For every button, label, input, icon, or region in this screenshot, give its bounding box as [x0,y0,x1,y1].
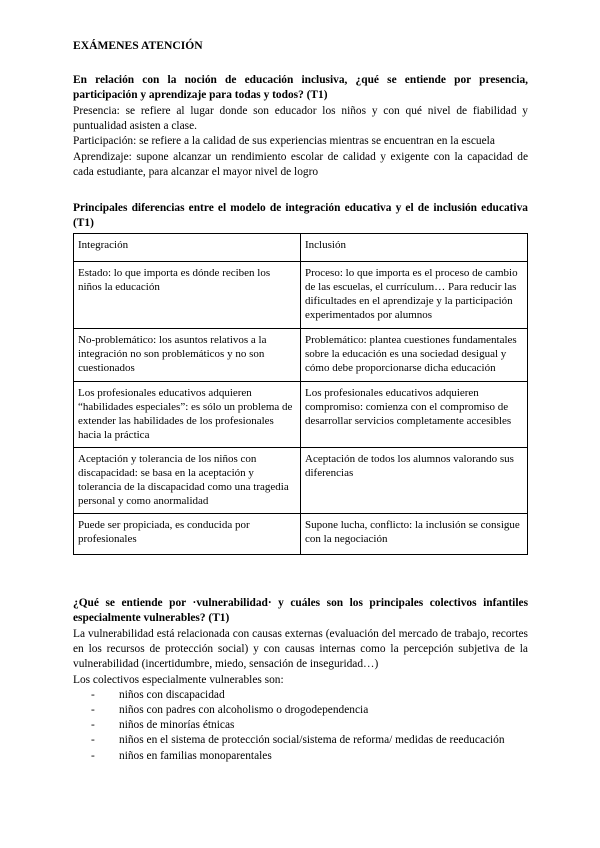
question-1-answers [73,104,528,180]
dash-bullet: - [91,719,95,732]
list-item-text: niños con discapacidad [119,688,225,701]
table-header-row [74,234,528,262]
table-header-integracion: Integración [74,234,301,262]
table-cell: Proceso: lo que importa es el proceso de cambio de las escuelas, el currículum… Para reducir las dificultades en el aprendizaje y la participación experimentados por alumnos [301,262,528,329]
table-header-inclusion: Inclusión [301,234,528,262]
document-title: EXÁMENES ATENCIÓN [73,39,203,52]
table-row [74,382,528,448]
list-item [73,733,528,748]
list-item [73,749,528,764]
answer-presencia: Presencia: se refiere al lugar donde son educador los niños y con qué nivel de fiabilidad y puntualidad asisten a clase. [73,105,528,133]
table-row [74,262,528,329]
table-cell: Aceptación y tolerancia de los niños con discapacidad: se basa en la aceptación y tolerancia de la discapacidad como una tragedia personal y como anormalidad [74,448,301,514]
question-1: En relación con la noción de educación inclusiva, ¿qué se entiende por presencia, participación y aprendizaje para todas y todos? (T1) [73,74,528,102]
table-cell: No-problemático: los asuntos relativos a la integración no son problemáticos y no son cuestionados [74,329,301,382]
list-item [73,703,528,718]
dash-bullet: - [91,749,95,762]
list-intro: Los colectivos especialmente vulnerables son: [73,673,284,686]
table-cell: Los profesionales educativos adquieren compromiso: comienza con el compromiso de desarrollar servicios completamente accesibles [301,382,528,448]
question-2: Principales diferencias entre el modelo de integración educativa y el de inclusión educativa (T1) [73,202,528,230]
question-3: ¿Qué se entiende por ·vulnerabilidad· y cuáles son los principales colectivos infantiles especialmente vulnerables? (T1) [73,597,528,625]
list-item-text: niños en familias monoparentales [119,749,272,762]
list-item [73,718,528,733]
question-3-answer [73,627,528,764]
table-row [74,514,528,555]
list-item-text: niños de minorías étnicas [119,719,235,732]
comparison-table [73,233,528,555]
table-cell: Supone lucha, conflicto: la inclusión se consigue con la negociación [301,514,528,555]
dash-bullet: - [91,734,95,747]
vulnerable-groups-list [73,688,528,764]
answer-participacion: Participación: se refiere a la calidad de sus experiencias mientras se encuentran en la escuela [73,135,495,148]
dash-bullet: - [91,704,95,717]
table-cell: Estado: lo que importa es dónde reciben los niños la educación [74,262,301,329]
table-row [74,448,528,514]
dash-bullet: - [91,688,95,701]
table-row [74,329,528,382]
table-cell: Problemático: plantea cuestiones fundamentales sobre la educación es una sociedad desigual y cómo debe proporcionarse dicha educación [301,329,528,382]
vulnerability-paragraph: La vulnerabilidad está relacionada con causas externas (evaluación del mercado de trabajo, recortes en los recursos de protección social) y con causas internas como la percepción subjetiva de la vulnerabilidad (incertidumbre, miedo, sensación de inseguridad…) [73,628,528,671]
table-cell: Puede ser propiciada, es conducida por profesionales [74,514,301,555]
list-item [73,688,528,703]
answer-aprendizaje: Aprendizaje: supone alcanzar un rendimiento escolar de calidad y exigente con la capacidad de cada estudiante, para alcanzar el mayor nivel de logro [73,150,528,178]
list-item-text: niños con padres con alcoholismo o drogodependencia [119,704,369,717]
list-item-text: niños en el sistema de protección social/sistema de reforma/ medidas de reeducación [119,734,505,747]
table-cell: Los profesionales educativos adquieren “habilidades especiales”: es sólo un problema de extender las habilidades de los profesionales hacia la práctica [74,382,301,448]
table-cell: Aceptación de todos los alumnos valorando sus diferencias [301,448,528,514]
